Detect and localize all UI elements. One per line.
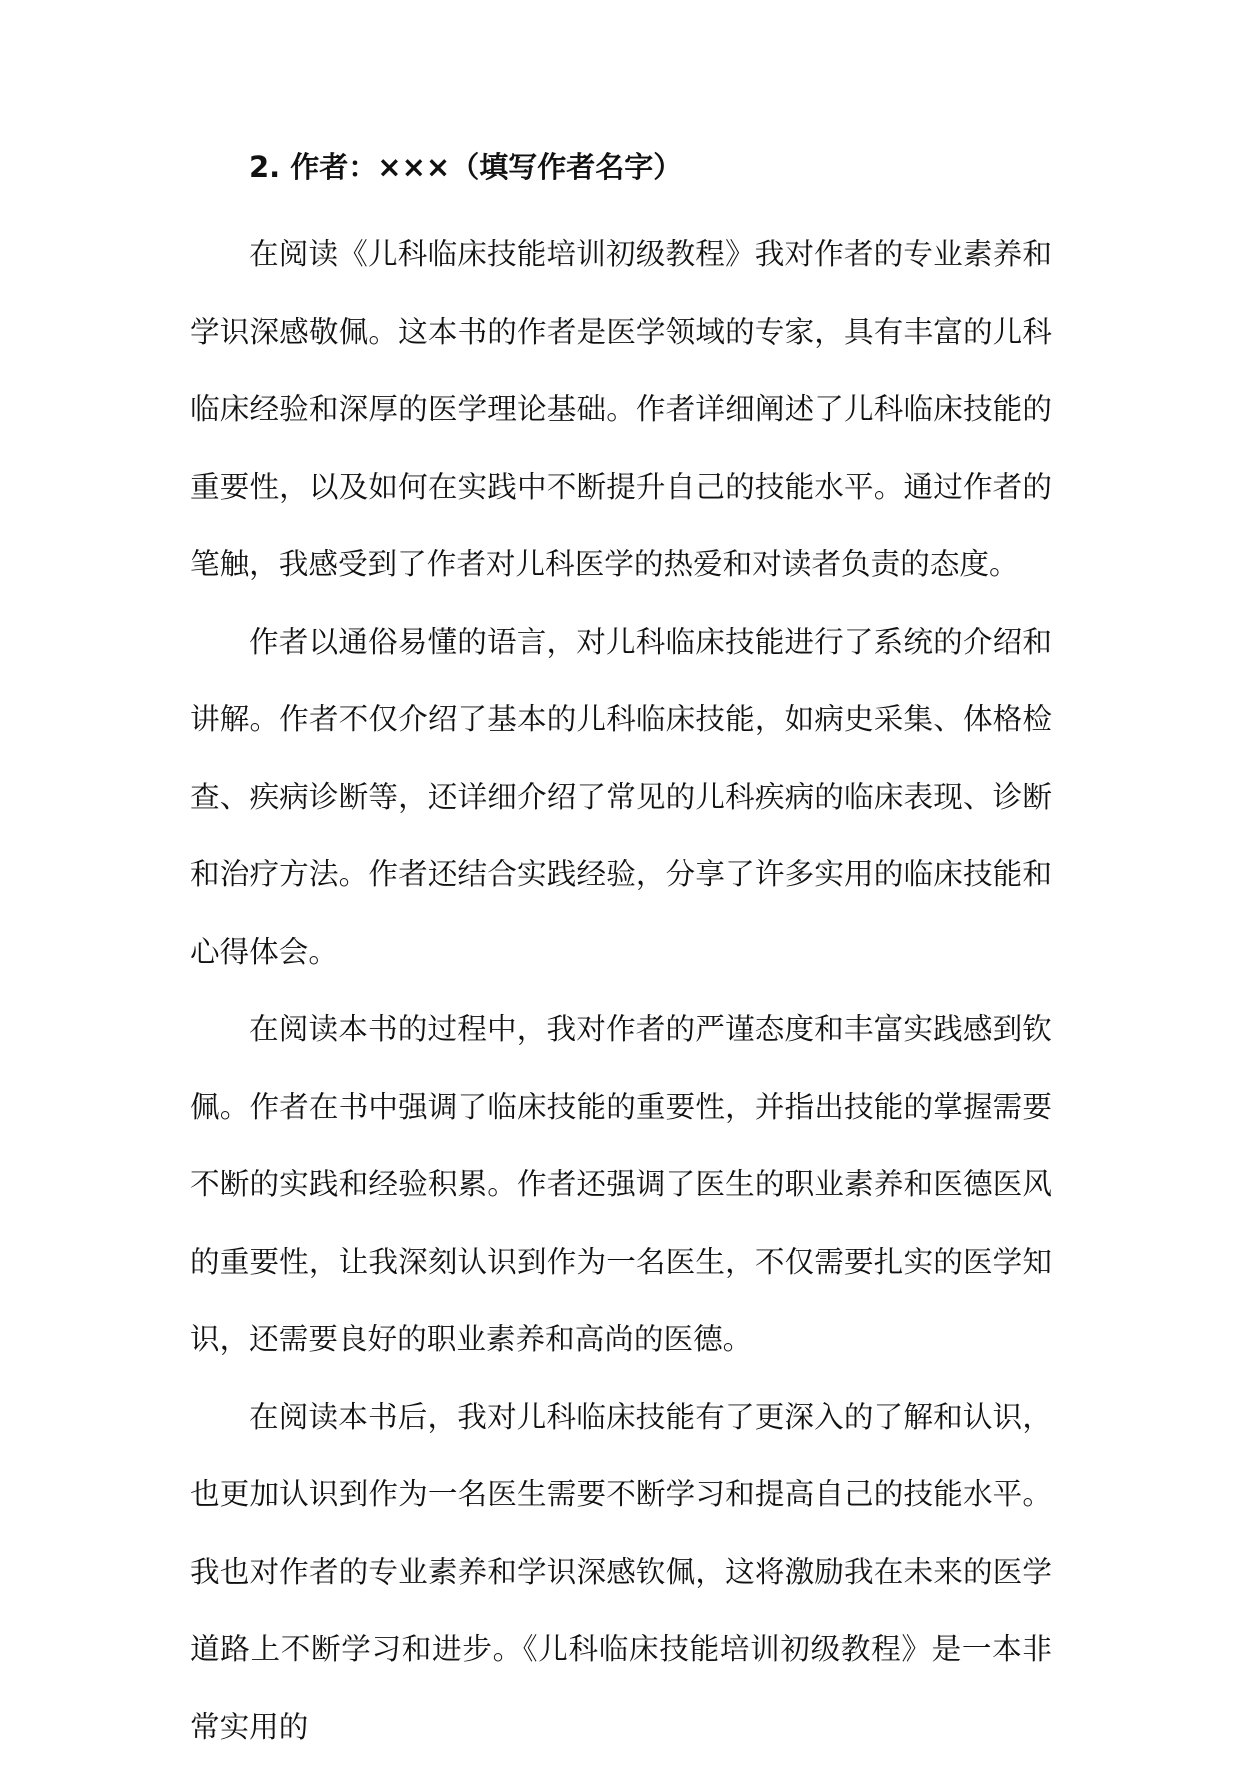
paragraph-3: 在阅读本书的过程中，我对作者的严谨态度和丰富实践感到钦佩。作者在书中强调了临床技能的重要性，并指出技能的掌握需要不断的实践和经验积累。作者还强调了医生的职业素养和医德医风的重要性，让我深刻认识到作为一名医生，不仅需要扎实的医学知识，还需要良好的职业素养和高尚的医德。 [190,991,1052,1379]
document-page [190,140,1052,1766]
paragraph-2: 作者以通俗易懂的语言，对儿科临床技能进行了系统的介绍和讲解。作者不仅介绍了基本的儿科临床技能，如病史采集、体格检查、疾病诊断等，还详细介绍了常见的儿科疾病的临床表现、诊断和治疗方法。作者还结合实践经验，分享了许多实用的临床技能和心得体会。 [190,604,1052,992]
section-heading: 2. 作者：×××（填写作者名字） [190,136,1052,198]
paragraph-4: 在阅读本书后，我对儿科临床技能有了更深入的了解和认识，也更加认识到作为一名医生需要不断学习和提高自己的技能水平。我也对作者的专业素养和学识深感钦佩，这将激励我在未来的医学道路上不断学习和进步。《儿科临床技能培训初级教程》是一本非常实用的 [190,1379,1052,1766]
paragraph-1: 在阅读《儿科临床技能培训初级教程》我对作者的专业素养和学识深感敬佩。这本书的作者是医学领域的专家，具有丰富的儿科临床经验和深厚的医学理论基础。作者详细阐述了儿科临床技能的重要性，以及如何在实践中不断提升自己的技能水平。通过作者的笔触，我感受到了作者对儿科医学的热爱和对读者负责的态度。 [190,216,1052,604]
body-text [190,216,1052,1766]
